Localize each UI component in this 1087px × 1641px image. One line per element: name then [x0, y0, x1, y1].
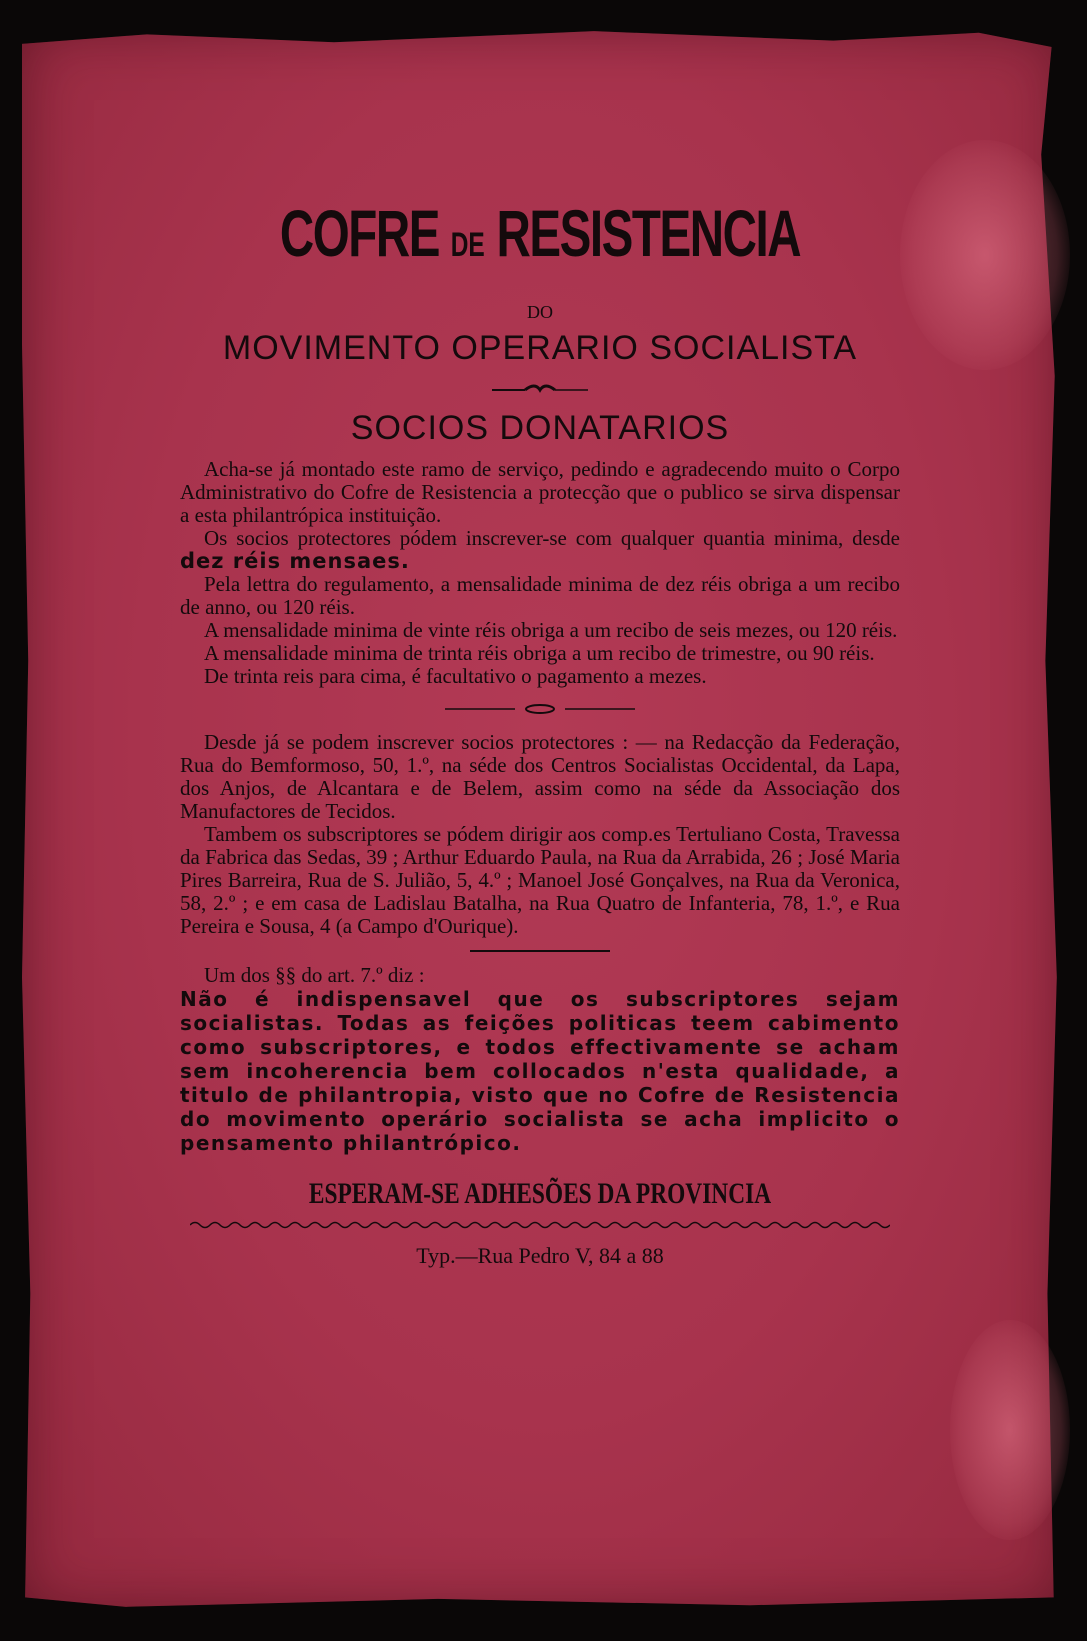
bold-quote: Não é indispensavel que os subscriptores sejam socialistas. Todas as feições politicas teem cabimento como subscriptores, e todos effectivamente se acham sem incoherencia bem collocados n'esta qualidade, a titulo de philantropia, visto que no Cofre de Resistencia do movimento operário socialista se acha implicito o pensamento philantrópico.	[180, 987, 900, 1155]
printer-imprint: Typ.—Rua Pedro V, 84 a 88	[416, 1243, 664, 1268]
water-stain-bottom-right	[950, 1320, 1070, 1540]
body-text-3	[180, 964, 900, 987]
paragraph-4: A mensalidade minima de vinte réis obriga a um recibo de seis mezes, ou 120 réis.	[204, 618, 898, 642]
paragraph-2	[180, 527, 900, 573]
water-stain-top-right	[900, 140, 1070, 370]
wavy-divider	[180, 1217, 900, 1235]
subtitle-do: DO	[527, 302, 553, 322]
subtitle-movement: MOVIMENTO OPERARIO SOCIALISTA	[222, 329, 858, 367]
paragraph-3: Pela lettra do regulamento, a mensalidade minima de dez réis obriga a um recibo de anno, ou 120 réis.	[180, 572, 900, 619]
paragraph-5: A mensalidade minima de trinta réis obriga a um recibo de trimestre, ou 90 réis.	[204, 641, 875, 665]
document-title	[223, 196, 857, 270]
paragraph-7: Desde já se podem inscrever socios protectores : — na Redacção da Federação, Rua do Bemformoso, 50, 1.º, na séde dos Centros Socialistas Occidental, da Lapa, dos Anjos, de Alcantara e de Belem, assim como na séde da Associação dos Manufactores de Tecidos.	[180, 730, 900, 823]
paragraph-9: Um dos §§ do art. 7.º diz :	[204, 963, 425, 987]
ornament-divider-top	[180, 382, 900, 401]
section-title: SOCIOS DONATARIOS	[350, 409, 730, 447]
paragraph-1: Acha-se já montado este ramo de serviço, pedindo e agradecendo muito o Corpo Administrativo do Cofre de Resistencia a protecção que o publico se sirva dispensar a esta philantrópica instituição.	[180, 457, 900, 527]
paragraph-2-bold: dez réis mensaes.	[180, 549, 410, 573]
closing-line: ESPERAM-SE ADHESÕES DA PROVINCIA	[308, 1177, 772, 1210]
paragraph-2-text: Os socios protectores pódem inscrever-se com qualquer quantia minima, desde	[204, 526, 900, 550]
body-text-1	[180, 458, 900, 688]
title-cofre: COFRE	[279, 196, 439, 270]
divider-line	[470, 950, 610, 952]
paragraph-6: De trinta reis para cima, é facultativo o pagamento a mezes.	[204, 664, 707, 688]
body-text-2	[180, 731, 900, 938]
document-content	[180, 196, 900, 1269]
title-resistencia: RESISTENCIA	[496, 196, 801, 270]
ornament-divider-middle	[180, 702, 900, 721]
paragraph-8: Tambem os subscriptores se pódem dirigir aos comp.es Tertuliano Costa, Travessa da Fabrica das Sedas, 39 ; Arthur Eduardo Paula, na Rua da Arrabida, 26 ; José Maria Pires Barreira, Rua de S. Julião, 5, 4.º ; Manoel José Gonçalves, na Rua da Veronica, 58, 2.º ; e em casa de Ladislau Batalha, na Rua Quatro de Infanteria, 78, 1.º, e Rua Pereira e Sousa, 4 (a Campo d'Ourique).	[180, 822, 900, 938]
title-connector: DE	[450, 226, 485, 264]
